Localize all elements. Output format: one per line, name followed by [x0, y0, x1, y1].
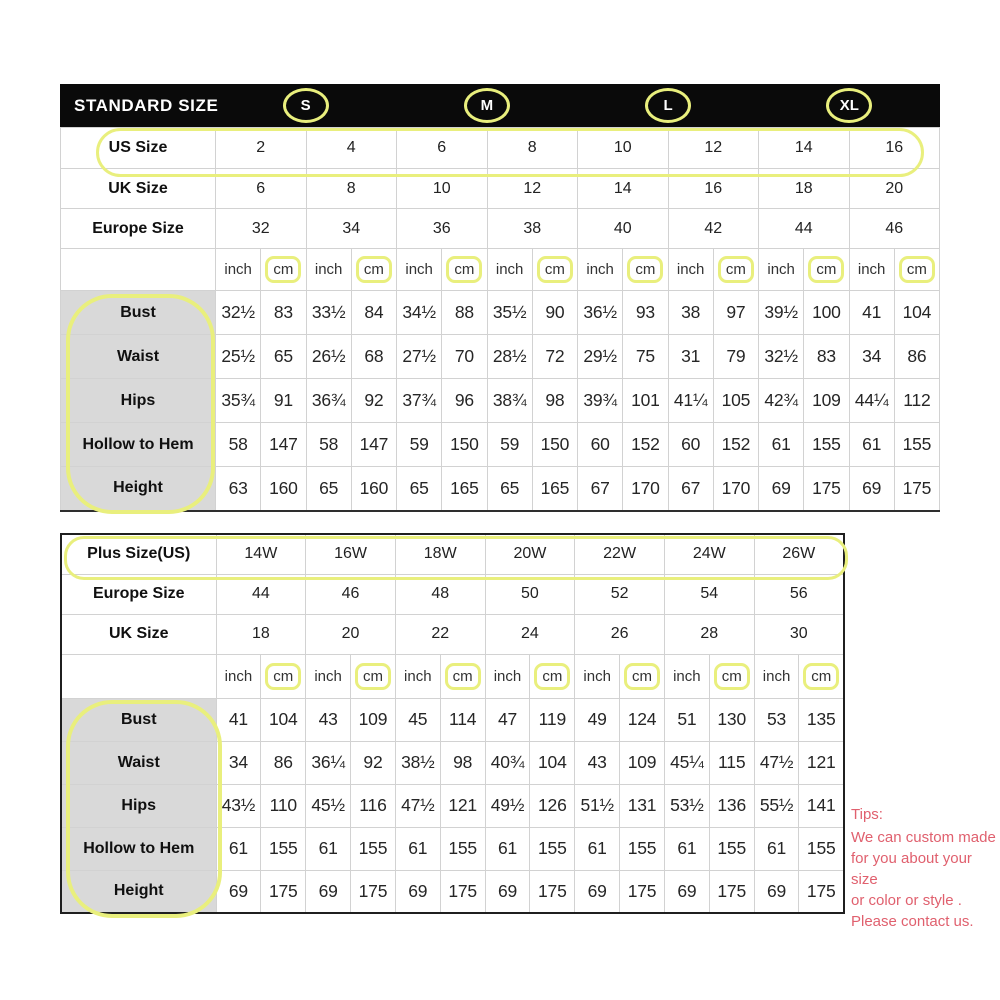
cm-value: 98 — [440, 741, 485, 784]
inch-unit-label: inch — [395, 654, 440, 698]
unit-row-label — [61, 654, 216, 698]
unit-row-label — [61, 249, 216, 291]
inch-value: 32½ — [216, 291, 261, 335]
cm-highlight-box: cm — [534, 663, 570, 690]
cm-value: 126 — [530, 784, 575, 827]
tips-line: or color or style . — [851, 892, 962, 909]
cm-value: 165 — [532, 467, 577, 511]
size-value: 18 — [216, 614, 306, 654]
measurement-label: Hips — [61, 784, 216, 827]
size-value: 10 — [578, 128, 669, 169]
cm-value: 147 — [261, 423, 306, 467]
table-row — [61, 654, 844, 698]
cm-value: 150 — [442, 423, 487, 467]
table-row — [61, 741, 844, 784]
table-row — [61, 128, 940, 169]
measurement-label: Bust — [61, 698, 216, 741]
inch-value: 55½ — [754, 784, 799, 827]
inch-value: 45¼ — [664, 741, 709, 784]
inch-unit-label: inch — [849, 249, 894, 291]
cm-unit-cell — [532, 249, 577, 291]
cm-highlight-box: cm — [356, 256, 392, 283]
cm-unit-cell — [261, 249, 306, 291]
tips-line: We can custom made — [851, 829, 996, 846]
inch-value: 38½ — [395, 741, 440, 784]
size-value: 6 — [397, 128, 488, 169]
inch-unit-label: inch — [306, 249, 351, 291]
inch-value: 47 — [485, 698, 530, 741]
cm-value: 175 — [894, 467, 939, 511]
table-row — [61, 827, 844, 870]
inch-value: 37¾ — [397, 379, 442, 423]
inch-value: 29½ — [578, 335, 623, 379]
inch-value: 39¾ — [578, 379, 623, 423]
cm-unit-cell — [799, 654, 844, 698]
cm-value: 92 — [351, 741, 396, 784]
size-value: 50 — [485, 574, 575, 614]
size-value: 20 — [306, 614, 396, 654]
size-value: 40 — [578, 209, 669, 249]
measurement-label: Hollow to Hem — [61, 827, 216, 870]
size-badge-m: M — [464, 88, 510, 123]
size-value: 8 — [306, 169, 397, 209]
cm-highlight-box: cm — [265, 256, 301, 283]
cm-value: 175 — [799, 870, 844, 913]
inch-value: 53½ — [664, 784, 709, 827]
cm-value: 175 — [620, 870, 665, 913]
cm-value: 109 — [620, 741, 665, 784]
cm-value: 119 — [530, 698, 575, 741]
cm-unit-cell — [804, 249, 849, 291]
cm-value: 110 — [261, 784, 306, 827]
table-row — [61, 784, 844, 827]
cm-value: 155 — [799, 827, 844, 870]
inch-value: 33½ — [306, 291, 351, 335]
cm-value: 121 — [440, 784, 485, 827]
size-value: 44 — [759, 209, 850, 249]
cm-value: 104 — [894, 291, 939, 335]
size-badge-l: L — [645, 88, 691, 123]
cm-unit-cell — [440, 654, 485, 698]
size-value: 28 — [664, 614, 754, 654]
inch-value: 38 — [668, 291, 713, 335]
inch-value: 35½ — [487, 291, 532, 335]
cm-value: 165 — [442, 467, 487, 511]
table-row — [61, 574, 844, 614]
cm-value: 115 — [709, 741, 754, 784]
cm-value: 155 — [440, 827, 485, 870]
inch-unit-label: inch — [578, 249, 623, 291]
size-value: 20W — [485, 534, 575, 574]
size-badge-s: S — [283, 88, 329, 123]
inch-unit-label: inch — [759, 249, 804, 291]
size-value: 12 — [487, 169, 578, 209]
size-value: 38 — [487, 209, 578, 249]
table-row — [61, 423, 940, 467]
cm-value: 175 — [530, 870, 575, 913]
inch-value: 34½ — [397, 291, 442, 335]
size-value: 16 — [849, 128, 940, 169]
measurement-label: Height — [61, 870, 216, 913]
cm-value: 147 — [351, 423, 396, 467]
plus-size-table — [60, 533, 845, 914]
table-row — [61, 291, 940, 335]
cm-value: 86 — [894, 335, 939, 379]
cm-value: 68 — [351, 335, 396, 379]
size-value: 24 — [485, 614, 575, 654]
cm-value: 155 — [894, 423, 939, 467]
size-value: 44 — [216, 574, 306, 614]
inch-value: 61 — [754, 827, 799, 870]
standard-size-table — [60, 84, 940, 512]
cm-highlight-box: cm — [718, 256, 754, 283]
cm-value: 93 — [623, 291, 668, 335]
inch-value: 34 — [216, 741, 261, 784]
inch-value: 60 — [668, 423, 713, 467]
inch-value: 49½ — [485, 784, 530, 827]
row-label: Europe Size — [61, 574, 216, 614]
cm-value: 124 — [620, 698, 665, 741]
cm-unit-cell — [894, 249, 939, 291]
inch-value: 69 — [575, 870, 620, 913]
cm-highlight-box: cm — [714, 663, 750, 690]
inch-value: 27½ — [397, 335, 442, 379]
inch-value: 60 — [578, 423, 623, 467]
inch-value: 61 — [849, 423, 894, 467]
cm-value: 175 — [261, 870, 306, 913]
table-row — [61, 614, 844, 654]
table-row — [61, 335, 940, 379]
inch-value: 65 — [487, 467, 532, 511]
cm-highlight-box: cm — [446, 256, 482, 283]
inch-unit-label: inch — [487, 249, 532, 291]
cm-value: 109 — [351, 698, 396, 741]
cm-highlight-box: cm — [265, 663, 301, 690]
inch-value: 67 — [668, 467, 713, 511]
row-label: US Size — [61, 128, 216, 169]
cm-value: 101 — [623, 379, 668, 423]
cm-value: 100 — [804, 291, 849, 335]
cm-value: 175 — [440, 870, 485, 913]
size-value: 2 — [216, 128, 307, 169]
cm-value: 83 — [261, 291, 306, 335]
inch-value: 40¾ — [485, 741, 530, 784]
table-row — [61, 209, 940, 249]
tips-heading: Tips: — [851, 806, 883, 823]
cm-value: 170 — [623, 467, 668, 511]
cm-value: 84 — [351, 291, 396, 335]
inch-value: 69 — [759, 467, 804, 511]
tips-line: Please contact us. — [851, 913, 974, 930]
cm-highlight-box: cm — [899, 256, 935, 283]
size-value: 20 — [849, 169, 940, 209]
measurement-label: Bust — [61, 291, 216, 335]
inch-unit-label: inch — [216, 249, 261, 291]
table-row — [61, 698, 844, 741]
cm-value: 130 — [709, 698, 754, 741]
size-value: 26 — [575, 614, 665, 654]
size-value: 16 — [668, 169, 759, 209]
cm-unit-cell — [530, 654, 575, 698]
inch-value: 32½ — [759, 335, 804, 379]
size-value: 36 — [397, 209, 488, 249]
inch-value: 65 — [397, 467, 442, 511]
standard-table-header-bar — [60, 84, 940, 127]
cm-value: 160 — [261, 467, 306, 511]
cm-highlight-box: cm — [808, 256, 844, 283]
cm-value: 160 — [351, 467, 396, 511]
inch-value: 69 — [395, 870, 440, 913]
size-value: 52 — [575, 574, 665, 614]
cm-value: 72 — [532, 335, 577, 379]
cm-value: 155 — [351, 827, 396, 870]
cm-value: 116 — [351, 784, 396, 827]
inch-value: 69 — [664, 870, 709, 913]
cm-highlight-box: cm — [355, 663, 391, 690]
inch-value: 49 — [575, 698, 620, 741]
inch-value: 51 — [664, 698, 709, 741]
inch-unit-label: inch — [668, 249, 713, 291]
row-label: Plus Size(US) — [61, 534, 216, 574]
table-row — [61, 379, 940, 423]
inch-value: 69 — [216, 870, 261, 913]
cm-value: 155 — [804, 423, 849, 467]
cm-unit-cell — [620, 654, 665, 698]
cm-value: 92 — [351, 379, 396, 423]
inch-value: 63 — [216, 467, 261, 511]
cm-value: 70 — [442, 335, 487, 379]
size-value: 46 — [306, 574, 396, 614]
inch-value: 26½ — [306, 335, 351, 379]
tips-note — [851, 804, 1000, 932]
cm-value: 155 — [620, 827, 665, 870]
cm-value: 90 — [532, 291, 577, 335]
cm-value: 170 — [713, 467, 758, 511]
row-label: Europe Size — [61, 209, 216, 249]
cm-value: 136 — [709, 784, 754, 827]
measurement-label: Height — [61, 467, 216, 511]
inch-unit-label: inch — [485, 654, 530, 698]
row-label: UK Size — [61, 614, 216, 654]
cm-value: 131 — [620, 784, 665, 827]
cm-highlight-box: cm — [627, 256, 663, 283]
size-value: 42 — [668, 209, 759, 249]
cm-value: 114 — [440, 698, 485, 741]
inch-value: 59 — [397, 423, 442, 467]
cm-unit-cell — [351, 654, 396, 698]
cm-value: 175 — [804, 467, 849, 511]
size-value: 22W — [575, 534, 665, 574]
inch-value: 43 — [575, 741, 620, 784]
inch-value: 58 — [216, 423, 261, 467]
cm-value: 65 — [261, 335, 306, 379]
inch-value: 36¼ — [306, 741, 351, 784]
cm-value: 104 — [530, 741, 575, 784]
cm-unit-cell — [442, 249, 487, 291]
inch-value: 39½ — [759, 291, 804, 335]
size-value: 48 — [395, 574, 485, 614]
cm-highlight-box: cm — [445, 663, 481, 690]
cm-highlight-box: cm — [537, 256, 573, 283]
inch-value: 45½ — [306, 784, 351, 827]
table-row — [61, 249, 940, 291]
cm-value: 135 — [799, 698, 844, 741]
table-row — [61, 467, 940, 511]
row-label: UK Size — [61, 169, 216, 209]
cm-value: 155 — [709, 827, 754, 870]
inch-value: 47½ — [754, 741, 799, 784]
inch-value: 61 — [485, 827, 530, 870]
inch-value: 35¾ — [216, 379, 261, 423]
inch-value: 41 — [849, 291, 894, 335]
plus-size-grid — [60, 533, 845, 914]
inch-value: 69 — [849, 467, 894, 511]
cm-value: 96 — [442, 379, 487, 423]
inch-unit-label: inch — [575, 654, 620, 698]
size-value: 14W — [216, 534, 306, 574]
size-value: 56 — [754, 574, 844, 614]
size-value: 22 — [395, 614, 485, 654]
cm-value: 152 — [623, 423, 668, 467]
size-value: 14 — [759, 128, 850, 169]
inch-value: 43½ — [216, 784, 261, 827]
cm-value: 105 — [713, 379, 758, 423]
inch-value: 69 — [754, 870, 799, 913]
inch-value: 43 — [306, 698, 351, 741]
inch-value: 69 — [306, 870, 351, 913]
inch-value: 61 — [216, 827, 261, 870]
size-value: 34 — [306, 209, 397, 249]
cm-value: 91 — [261, 379, 306, 423]
cm-value: 150 — [532, 423, 577, 467]
inch-value: 65 — [306, 467, 351, 511]
cm-value: 175 — [709, 870, 754, 913]
cm-value: 155 — [530, 827, 575, 870]
cm-value: 155 — [261, 827, 306, 870]
cm-value: 98 — [532, 379, 577, 423]
measurement-label: Waist — [61, 741, 216, 784]
cm-value: 109 — [804, 379, 849, 423]
inch-unit-label: inch — [664, 654, 709, 698]
size-value: 26W — [754, 534, 844, 574]
inch-value: 36¾ — [306, 379, 351, 423]
inch-value: 47½ — [395, 784, 440, 827]
cm-value: 112 — [894, 379, 939, 423]
inch-value: 61 — [575, 827, 620, 870]
table-row — [61, 534, 844, 574]
cm-unit-cell — [351, 249, 396, 291]
size-value: 16W — [306, 534, 396, 574]
inch-unit-label: inch — [397, 249, 442, 291]
inch-unit-label: inch — [216, 654, 261, 698]
size-value: 4 — [306, 128, 397, 169]
inch-value: 38¾ — [487, 379, 532, 423]
inch-value: 36½ — [578, 291, 623, 335]
inch-value: 51½ — [575, 784, 620, 827]
cm-value: 88 — [442, 291, 487, 335]
inch-value: 67 — [578, 467, 623, 511]
size-value: 54 — [664, 574, 754, 614]
inch-value: 45 — [395, 698, 440, 741]
inch-value: 61 — [306, 827, 351, 870]
inch-value: 41 — [216, 698, 261, 741]
size-value: 18W — [395, 534, 485, 574]
inch-value: 31 — [668, 335, 713, 379]
size-value: 24W — [664, 534, 754, 574]
cm-value: 83 — [804, 335, 849, 379]
measurement-label: Hips — [61, 379, 216, 423]
inch-unit-label: inch — [306, 654, 351, 698]
size-value: 8 — [487, 128, 578, 169]
measurement-label: Hollow to Hem — [61, 423, 216, 467]
inch-value: 41¼ — [668, 379, 713, 423]
cm-value: 75 — [623, 335, 668, 379]
table-row — [61, 169, 940, 209]
cm-value: 86 — [261, 741, 306, 784]
measurement-label: Waist — [61, 335, 216, 379]
cm-highlight-box: cm — [624, 663, 660, 690]
size-value: 30 — [754, 614, 844, 654]
cm-value: 141 — [799, 784, 844, 827]
inch-value: 59 — [487, 423, 532, 467]
cm-unit-cell — [709, 654, 754, 698]
inch-value: 28½ — [487, 335, 532, 379]
table-row — [61, 870, 844, 913]
cm-value: 121 — [799, 741, 844, 784]
size-value: 46 — [849, 209, 940, 249]
cm-value: 175 — [351, 870, 396, 913]
cm-unit-cell — [623, 249, 668, 291]
inch-value: 44¼ — [849, 379, 894, 423]
cm-unit-cell — [713, 249, 758, 291]
size-value: 6 — [216, 169, 307, 209]
cm-value: 104 — [261, 698, 306, 741]
size-value: 18 — [759, 169, 850, 209]
inch-value: 42¾ — [759, 379, 804, 423]
standard-table-title: STANDARD SIZE — [74, 95, 219, 115]
inch-value: 58 — [306, 423, 351, 467]
size-badge-xl: XL — [826, 88, 872, 123]
inch-value: 53 — [754, 698, 799, 741]
inch-value: 69 — [485, 870, 530, 913]
size-value: 32 — [216, 209, 307, 249]
inch-value: 61 — [664, 827, 709, 870]
tips-line: for you about your size — [851, 850, 972, 888]
cm-value: 152 — [713, 423, 758, 467]
inch-value: 34 — [849, 335, 894, 379]
inch-value: 61 — [395, 827, 440, 870]
size-value: 12 — [668, 128, 759, 169]
size-value: 14 — [578, 169, 669, 209]
inch-value: 61 — [759, 423, 804, 467]
cm-unit-cell — [261, 654, 306, 698]
inch-unit-label: inch — [754, 654, 799, 698]
cm-value: 97 — [713, 291, 758, 335]
cm-value: 79 — [713, 335, 758, 379]
size-value: 10 — [397, 169, 488, 209]
standard-size-grid — [60, 127, 940, 512]
cm-highlight-box: cm — [803, 663, 839, 690]
inch-value: 25½ — [216, 335, 261, 379]
